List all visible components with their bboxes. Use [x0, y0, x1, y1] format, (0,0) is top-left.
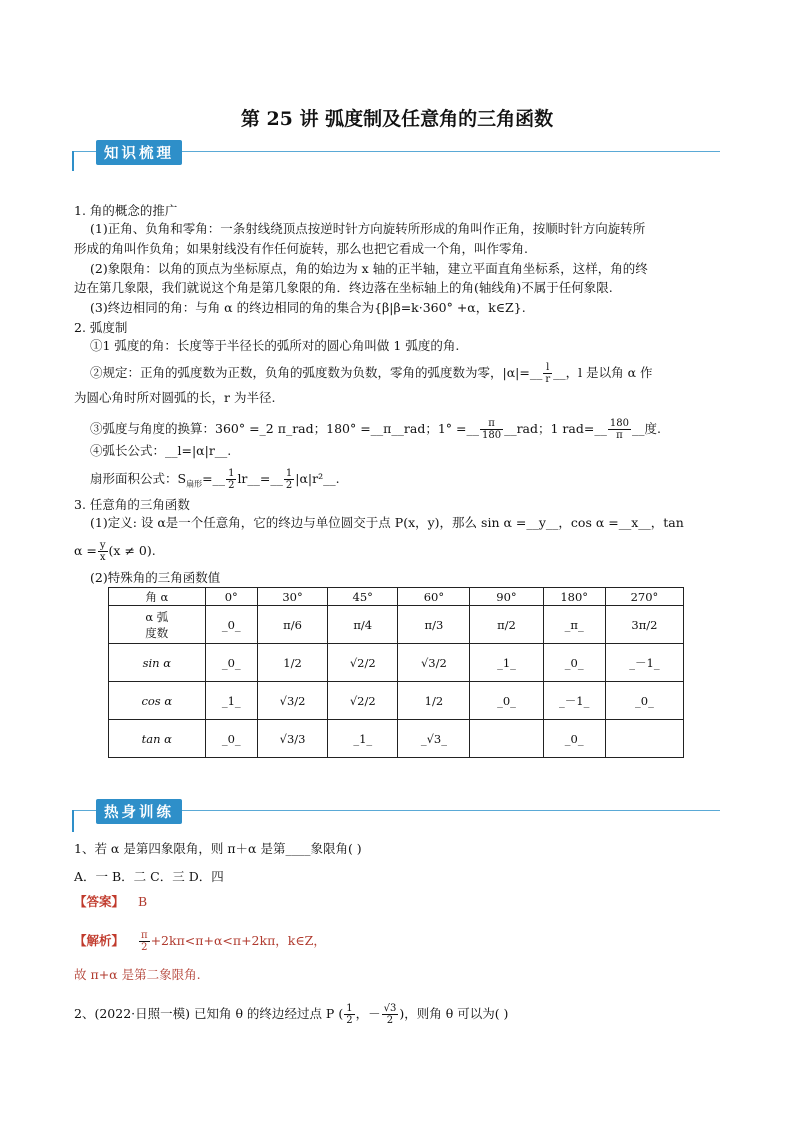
heading: 1. 角的概念的推广: [74, 203, 178, 218]
paragraph: (1)定义: 设 α是一个任意角，它的终边与单位圆交于点 P(x，y)，那么 sin α =__y__，cos α =__x__，tan: [90, 515, 684, 530]
text: 扇形面积公式：S: [90, 471, 187, 486]
point-coordinates: ( $\frac{1}{2}$ ，－ $\frac{√3}{2}$ ): [338, 1003, 405, 1026]
table-row: [109, 644, 684, 682]
section-hook: [72, 151, 74, 171]
answer: [74, 893, 147, 911]
text: __，l 是以角 α 作: [553, 365, 653, 380]
table-cell: _0_: [543, 720, 605, 758]
denominator: 180: [481, 430, 502, 441]
table-cell: 3π/2: [605, 606, 683, 644]
table-cell: _1_: [470, 644, 543, 682]
section-tag: 热身训练: [96, 799, 182, 824]
text: 2、(2022·日照一模) 已知角 θ 的终边经过点 P: [74, 1006, 335, 1021]
table-cell: 1/2: [398, 682, 470, 720]
table-cell: π/2: [470, 606, 543, 644]
paragraph: [74, 540, 156, 563]
denominator: 2: [141, 942, 148, 953]
fraction: [543, 362, 552, 385]
table-cell: √2/2: [328, 682, 398, 720]
table-cell: π/6: [257, 606, 327, 644]
fraction: [382, 1003, 399, 1026]
table-cell: π/3: [398, 606, 470, 644]
table-cell: _0_: [543, 644, 605, 682]
table-cell: _－1_: [543, 682, 605, 720]
question-1-options: A．一 B．二 C．三 D．四: [74, 869, 224, 884]
table-cell: cos α: [109, 682, 206, 720]
numerator: 1: [285, 468, 293, 479]
table-cell: _π_: [543, 606, 605, 644]
table-cell: _1_: [328, 720, 398, 758]
denominator: 2: [386, 1015, 394, 1026]
table-row: [109, 606, 684, 644]
text: (x ≠ 0).: [108, 543, 156, 558]
question-2: [74, 1003, 508, 1026]
paragraph: [90, 418, 661, 441]
fraction: [284, 468, 294, 491]
table-cell: π/4: [328, 606, 398, 644]
table-cell: √2/2: [328, 644, 398, 682]
paragraph: [90, 362, 652, 385]
question-1: 1、若 α 是第四象限角，则 π＋α 是第____象限角( ): [74, 841, 362, 856]
table-cell: [109, 606, 206, 644]
table-cell: 45°: [328, 588, 398, 606]
table-cell: 1/2: [257, 644, 327, 682]
paragraph: ①1 弧度的角：长度等于半径长的弧所对的圆心角叫做 1 弧度的角.: [90, 338, 460, 353]
numerator: π: [141, 930, 148, 941]
denominator: 2: [346, 1015, 353, 1026]
trig-table: [108, 587, 684, 758]
text: ，则角 θ 可以为( ): [404, 1006, 509, 1021]
analysis-content: [138, 930, 326, 953]
fraction: [98, 540, 108, 563]
table-cell: √3/3: [257, 720, 327, 758]
numerator: √3: [383, 1003, 397, 1014]
numerator: π: [480, 418, 503, 430]
fraction: [226, 468, 236, 491]
table-cell: 0°: [205, 588, 257, 606]
table-cell: [605, 720, 683, 758]
paragraph: 为圆心角时所对圆弧的长，r 为半径.: [74, 390, 276, 405]
table-cell: _－1_: [605, 644, 683, 682]
table-cell: [470, 720, 543, 758]
section-tag: 知识梳理: [96, 140, 182, 165]
numerator: 180: [609, 418, 629, 429]
table-row: [109, 682, 684, 720]
paragraph: 边在第几象限，我们就说这个角是第几象限的角．终边落在坐标轴上的角(轴线角)不属于任何象限.: [74, 280, 613, 295]
table-cell: _0_: [205, 606, 257, 644]
subscript: 扇形: [186, 479, 203, 489]
text: lr__=__: [237, 471, 283, 486]
table-cell: √3/2: [398, 644, 470, 682]
section-hook: [72, 810, 74, 832]
table-cell: √3/2: [257, 682, 327, 720]
text: __rad；1 rad=__: [504, 421, 607, 436]
page-title: 第 25 讲 弧度制及任意角的三角函数: [240, 108, 554, 130]
table-cell: _0_: [470, 682, 543, 720]
answer-value: B: [138, 894, 148, 909]
heading: 2. 弧度制: [74, 320, 128, 335]
cell-label: 度数: [145, 625, 169, 640]
analysis-label: 【解析】: [74, 933, 125, 948]
paragraph: 形成的角叫作负角；如果射线没有作任何旋转，那么也把它看成一个角，叫作零角.: [74, 241, 528, 256]
paragraph: ④弧长公式：__l=|α|r__.: [90, 443, 232, 458]
text: =__: [202, 471, 226, 486]
cell-label: α 弧: [145, 609, 169, 624]
text: +2kπ<π+α<π+2kπ，k∈Z，: [150, 933, 326, 948]
table-cell: tan α: [109, 720, 206, 758]
table-cell: _√3_: [398, 720, 470, 758]
numerator: 1: [228, 468, 235, 479]
denominator: π: [616, 430, 623, 441]
analysis: [74, 930, 326, 953]
denominator: x: [99, 552, 106, 563]
table-cell: _1_: [205, 682, 257, 720]
paragraph: (3)终边相同的角：与角 α 的终边相同的角的集合为{β|β=k·360° +α，k∈Z}.: [90, 300, 526, 315]
table-cell: 30°: [257, 588, 327, 606]
numerator: l: [543, 362, 552, 374]
answer-label: 【答案】: [74, 894, 125, 909]
text: |α|r²__.: [295, 471, 340, 486]
paragraph: (2)特殊角的三角函数值: [90, 570, 221, 585]
table-cell: sin α: [109, 644, 206, 682]
table-cell: 角 α: [109, 588, 206, 606]
table-cell: 90°: [470, 588, 543, 606]
table-cell: 180°: [543, 588, 605, 606]
paragraph: (1)正角、负角和零角：一条射线绕顶点按逆时针方向旋转所形成的角叫作正角，按顺时针方向旋转所: [90, 221, 646, 236]
table-cell: _0_: [205, 644, 257, 682]
text: __度.: [631, 421, 661, 436]
text: α =: [74, 543, 97, 558]
table-cell: 60°: [398, 588, 470, 606]
heading: 3. 任意角的三角函数: [74, 497, 190, 512]
denominator: 2: [285, 480, 293, 491]
table-cell: _0_: [205, 720, 257, 758]
fraction: [608, 418, 631, 441]
conclusion: 故 π+α 是第二象限角.: [74, 967, 201, 982]
fraction: [344, 1003, 354, 1026]
denominator: 2: [228, 480, 235, 491]
paragraph: [90, 468, 340, 494]
numerator: 1: [346, 1003, 353, 1014]
text: ③弧度与角度的换算：360° =_2 π_rad；180° =__π__rad；1° =__: [90, 421, 479, 436]
denominator: r: [545, 374, 551, 385]
table-cell: _0_: [605, 682, 683, 720]
numerator: y: [99, 540, 106, 551]
fraction: [139, 930, 150, 953]
table-row: [109, 588, 684, 606]
paragraph: (2)象限角：以角的顶点为坐标原点，角的始边为 x 轴的正半轴，建立平面直角坐标系，这样，角的终: [90, 261, 648, 276]
table-cell: 270°: [605, 588, 683, 606]
fraction: [480, 418, 503, 441]
text: ②规定：正角的弧度数为正数，负角的弧度数为负数，零角的弧度数为零，|α|=__: [90, 365, 543, 380]
table-row: [109, 720, 684, 758]
